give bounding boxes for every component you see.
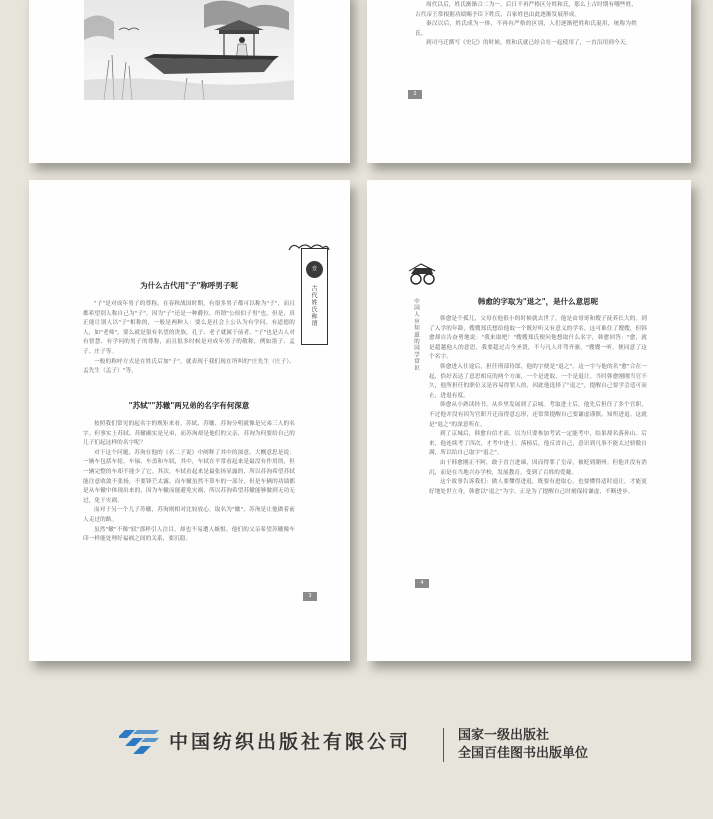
paragraph: 一般的称呼方式是在姓氏后加"子"，就表现于我们现在所叫的"庄先生（庄子）、孟先生（孟子）"等。 [83, 358, 295, 375]
publisher-footer [0, 690, 713, 819]
book-side-title: 中国人应知道的国学常识 [413, 298, 419, 372]
publisher-logo-icon [119, 730, 159, 754]
paragraph: 虽然"辙"不像"轼"那样引人注目，却也不易遭人嫉恨。他们的父亲希望苏辙像车印一样能处理好福祸之间的关系，要沉稳。 [83, 526, 295, 543]
chapter-banner-text: 古代姓氏称谓 [310, 285, 317, 327]
section-1 [83, 280, 295, 377]
paragraph: 周代以后，姓氏渐渐合二为一，后日不再严格区分姓和氏，那么上古时期有哪些姓，古代帝王常根据功绩赐予臣下姓氏，百家姓也由此逐渐发展形成。 [415, 2, 637, 18]
paragraph: 秦汉以后，姓氏成为一体，不再有严格的区别，人们逐渐把姓和氏混用，统称为姓氏。 [415, 21, 637, 37]
publisher-name: 中国纺织出版社有限公司 [169, 731, 412, 753]
paragraph: 到了京城后，韩愈自信才高，以为只要参加考试一定能考中，结果却名落孙山。后来，他连续考了四次，才考中进士。落榜后，他反省自己，意识到凡事不能太过骄傲自满，所以给自己取字"退之"。 [429, 431, 647, 457]
page-2-text [415, 1, 637, 49]
book-page-2 [367, 0, 691, 163]
tagline-1: 国家一级出版社 [458, 728, 550, 743]
book-page-3 [29, 180, 350, 661]
paragraph: 到司马迁撰写《史记》的时候，姓和氏就已经合在一起使用了，一直沿用到今天。 [426, 40, 631, 47]
paragraph: 韩愈进入仕途后，担任刑部侍郎，他的字便是"退之"。这一字与他的名"愈"合在一起，恰好表达了意思相反的两个方面，一个是进取，一个是退让。当时韩愈刚刚当官不久，他所担任的职位又是容易得罪人的，因此他选择了"退之"，提醒自己要学会适可而止，进退有度。 [429, 363, 647, 399]
chapter-banner [301, 248, 328, 345]
paragraph: 对于这个问题，苏洵在他的《名二子说》中阐释了其中的深意。大概意思是说：一辆车包括车轮、车辐、车盖和车轼，其中，车轼在平常看起来是最没有作用的，但一辆完整的车却不能少了它。其次，车轼看起来是最张扬显露的，所以苏洵希望苏轼能注意收敛不张扬，不要锋芒太露。而车辙虽然不算车的一部分，但是车辆的功绩都是从车辙中体现出来的，因为车辙而能避免灾祸，所以苏洵希望苏辙能够做到无功无过，免于灾祸。 [83, 449, 295, 504]
section-heading: "苏轼""苏辙"两兄弟的名字有何深意 [128, 401, 250, 410]
page-number: 2 [408, 90, 422, 99]
paragraph: 韩愈是个孤儿，父母在他很小的时候就去世了，他是由哥哥和嫂子抚养长大的。到了入学的年龄，嫂嫂郑氏想给他取一个既好听又有意义的学名，这可难住了嫂嫂，但韩愈却自告奋勇地说："我来取吧！"嫂嫂郑氏便问他想取什么名字，韩愈回答："愈，就是超越他人的意思，我要超过古今圣贤，不与凡人并驾齐驱。"嫂嫂一听，便同意了这个名字。 [429, 316, 647, 361]
divider [443, 728, 444, 762]
chapter-seal: 壹 [306, 261, 323, 278]
carriage-icon [407, 262, 437, 286]
paragraph: 而对于另一个儿子苏辙，苏洵则相对比较放心，取名为"辙"，苏洵是让他做着前人走过的路。 [83, 507, 295, 523]
paragraph: 按照我们常见的起名字的规矩来看，苏轼、苏辙、苏洵分明就像是兄弟三人的名字。但事实上苏轼、苏辙确实是兄弟，而苏洵却是他们的父亲，苏洵为何要给自己的儿子们起这样的名字呢？ [83, 421, 295, 447]
page-number: 4 [415, 579, 429, 588]
book-page-1 [29, 0, 350, 163]
article [429, 296, 647, 497]
cloud-ornament-icon [287, 240, 331, 254]
section-heading: 为什么古代用"子"称呼男子呢 [140, 281, 238, 290]
section-heading: 韩愈的字取为"退之"，是什么意思呢 [477, 297, 599, 306]
paragraph: 这个故事告诉我们：做人要懂得进退，既要有进取心，也要懂得适时退让，才能更好地处世立身。韩愈以"退之"为字，正是为了提醒自己时刻保持谦虚，不断进步。 [429, 479, 647, 495]
book-page-4 [367, 180, 691, 661]
page-number: 3 [303, 592, 317, 601]
paragraph: 由于韩愈刚正不阿，敢于直言进谏，因而得罪了皇帝，被贬到潮州。但他并没有消沉，而是在当地兴办学校，发展教育，受到了百姓的爱戴。 [429, 459, 647, 476]
paragraph: "子"是对成年男子的尊称。在春秋战国时期，有很多男子都可以称为"子"，而且都希望别人称自己为"子"，因为"子"还是一种爵位，所谓"公侯伯子男"也。但是，真正能让别人以"子"相称的，一般是两种人：要么是社会上公认为有学问、有道德的人，如"老师"，要么就是很有名望的贵族。孔子、老子就属于前者。"子"也是古人对有智慧、有学问的男子的尊称，而且很多时候是对成年男子的敬称，例如墨子、孟子、庄子等。 [83, 301, 295, 355]
section-2 [83, 400, 295, 545]
paragraph: 韩愈从小熟读经书，从乡里发展到了京城。考取进士后，他先后担任了多个官职，不过他并没有因为官职升迁而得意忘形，还常常提醒自己要谦虚谨慎，知所进退。这就是"退之"的深意所在。 [429, 402, 647, 428]
tagline-2: 全国百佳图书出版单位 [458, 746, 589, 761]
boat-illustration [84, 0, 294, 100]
